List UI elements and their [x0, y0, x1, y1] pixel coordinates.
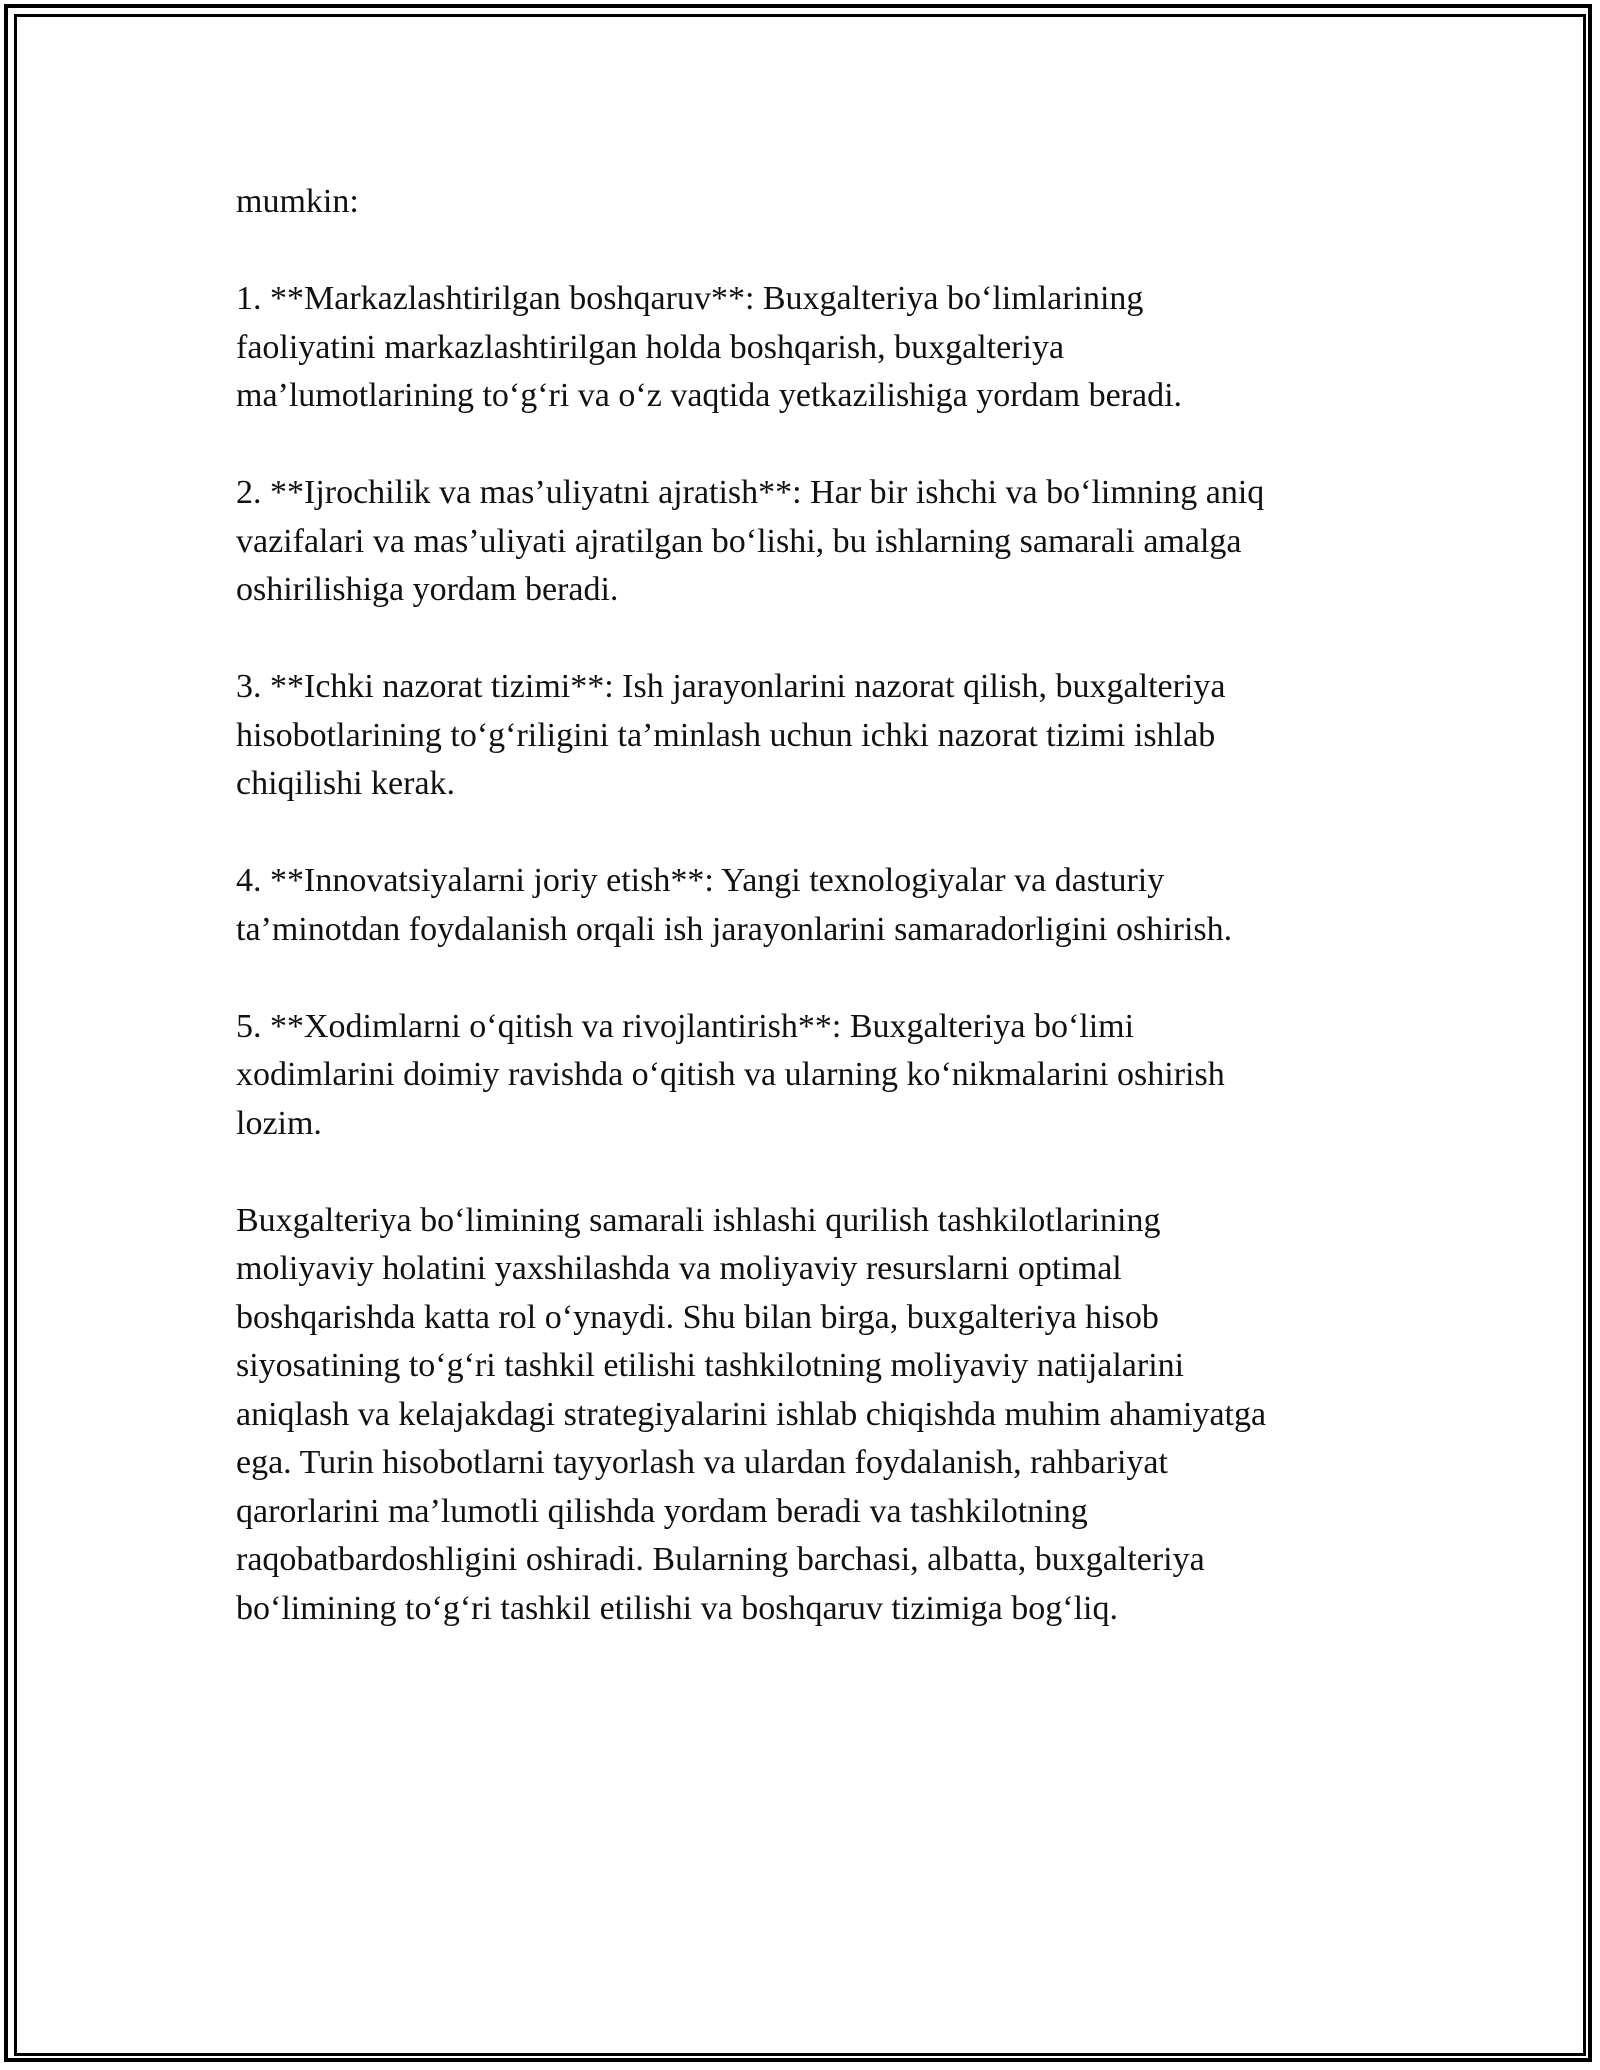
- list-item-3: 3. **Ichki nazorat tizimi**: Ish jarayonlarini nazorat qilish, buxgalteriya hisobotlarining to‘g‘riligini ta’minlash uchun ichki nazorat tizimi ishlab chiqilishi kerak.: [236, 668, 1226, 802]
- paragraph-intro: mumkin:: [236, 183, 359, 220]
- list-item-2: 2. **Ijrochilik va mas’uliyatni ajratish**: Har bir ishchi va bo‘limning aniq vazifalari va mas’uliyati ajratilgan bo‘lishi, bu ishlarning samarali amalga oshirilishiga yordam beradi.: [236, 474, 1265, 608]
- list-item-5: 5. **Xodimlarni o‘qitish va rivojlantirish**: Buxgalteriya bo‘limi xodimlarini doimiy ravishda o‘qitish va ularning ko‘nikmalarini oshirish lozim.: [236, 1007, 1225, 1142]
- document-body: [236, 178, 1366, 1633]
- list-item-1: 1. **Markazlashtirilgan boshqaruv**: Buxgalteriya bo‘limlarining faoliyatini markazlashtirilgan holda boshqarish, buxgalteriya ma’lumotlarining to‘g‘ri va o‘z vaqtida yetkazilishiga yordam beradi.: [236, 280, 1183, 414]
- list-item-4: 4. **Innovatsiyalarni joriy etish**: Yangi texnologiyalar va dasturiy ta’minotdan foydalanish orqali ish jarayonlarini samaradorligini oshirish.: [236, 862, 1233, 948]
- paragraph-conclusion: Buxgalteriya bo‘limining samarali ishlashi qurilish tashkilotlarining moliyaviy holatini yaxshilashda va moliyaviy resurslarni optimal boshqarishda katta rol o‘ynaydi. Shu bilan birga, buxgalteriya hisob siyosatining to‘g‘ri tashkil etilishi tashkilotning moliyaviy natijalarini aniqlash va kelajakdagi strategiyalarini ishlab chiqishda muhim ahamiyatga ega. Turin hisobotlarni tayyorlash va ulardan foydalanish, rahbariyat qarorlarini ma’lumotli qilishda yordam beradi va tashkilotning raqobatbardoshligini oshiradi. Bularning barchasi, albatta, buxgalteriya bo‘limining to‘g‘ri tashkil etilishi va boshqaruv tizimiga bog‘liq.: [236, 1201, 1267, 1627]
